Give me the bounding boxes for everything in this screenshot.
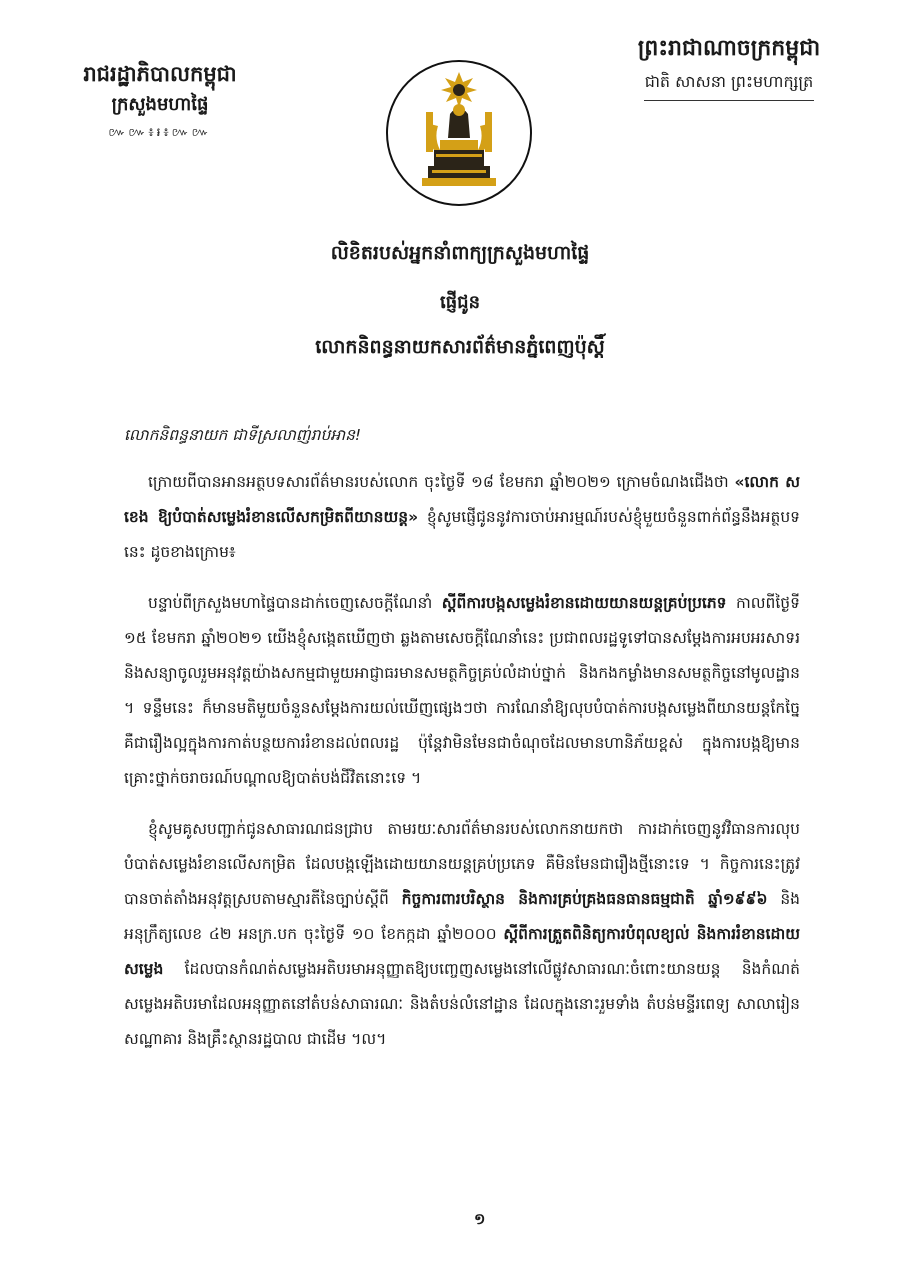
environment-law-title: កិច្ចការពារបរិស្ថាន និងការគ្រប់គ្រងធនធានធម្មជាតិ ឆ្នាំ១៩៩៦ (401, 890, 768, 908)
ministry-header (60, 58, 260, 142)
paragraph-1-text-a: ក្រោយពីបានអានអត្ថបទសារព័ត៌មានរបស់លោក ចុះថ្ងៃទី ១៨ ខែមករា ឆ្នាំ២០២១ ក្រោមចំណងជើងថា (148, 473, 735, 491)
ministry-name: ក្រសួងមហាផ្ទៃ (111, 94, 209, 115)
letter-title-send-to: ផ្ញើជូន (440, 292, 480, 313)
sub-decree-title: ស្តីពីការត្រួតពិនិត្យការបំពុលខ្យល់ និងការរំខានដោយសម្លេង (124, 925, 800, 978)
royal-emblem-seal (384, 58, 534, 208)
letter-recipient: លោកនិពន្ធនាយកសារព័ត៌មានភ្នំពេញប៉ុស្តិ៍ (315, 336, 605, 358)
kingdom-header (594, 32, 864, 101)
article-headline-quote: «លោក ស ខេង ឱ្យបំបាត់សម្លេងរំខានលើសកម្រិតពីយានយន្ត» (124, 473, 800, 526)
paragraph-1-text-c: ខ្ញុំសូមផ្ញើជូននូវការចាប់អារម្មណ៍របស់ខ្ញុំមួយចំនួនពាក់ព័ន្ធនឹងអត្ថបទនេះ ដូចខាងក្រោម៖ (124, 508, 800, 561)
paragraph-3-text-e: ដែលបានកំណត់សម្លេងអតិបរមាអនុញ្ញាតឱ្យបញ្ចេញសម្លេងនៅលើផ្លូវសាធារណៈចំពោះយានយន្ត និងកំណត់សម្លេងអតិបរមាដែលអនុញ្ញាតនៅតំបន់សាធារណៈ និងតំបន់លំនៅដ្ឋាន ដែលក្នុងនោះរួមទាំង តំបន់មន្ទីរពេទ្យ សាលារៀន សណ្ឋាគារ និងគ្រឹះស្ថានរដ្ឋបាល ជាដើម ។ល។ (124, 960, 800, 1048)
guideline-title: ស្តីពីការបង្កសម្លេងរំខានដោយយានយន្តគ្រប់ប្រភេទ (441, 594, 727, 612)
letter-title: លិខិតរបស់អ្នកនាំពាក្យក្រសួងមហាផ្ទៃ (330, 242, 590, 264)
government-name: រាជរដ្ឋាភិបាលកម្ពុជា (83, 62, 237, 86)
page-number: ១ (474, 1210, 486, 1228)
paragraph-2-text-c: កាលពីថ្ងៃទី ១៥ ខែមករា ឆ្នាំ២០២១ យើងខ្ញុំសង្កេតឃើញថា ឆ្លងតាមសេចក្តីណែនាំនេះ ប្រជាពលរដ្ឋទូទៅបានសម្តែងការអបអរសាទរ និងសន្យាចូលរួមអនុវត្តយ៉ាងសកម្មជាមួយអាជ្ញាធរមានសមត្ថកិច្ចគ្រប់លំដាប់ថ្នាក់ និងកងកម្លាំងមានសមត្ថកិច្ចនៅមូលដ្ឋាន ។ ទន្ទឹមនេះ ក៏មានមតិមួយចំនួនសម្តែងការយល់ឃើញផ្សេងៗថា ការណែនាំឱ្យលុបបំបាត់ការបង្កសម្លេងពីយានយន្តកែច្នៃ គឺជារឿងល្អក្នុងការកាត់បន្ថយការរំខានដល់ពលរដ្ឋ ប៉ុន្តែវាមិនមែនជាចំណុចដែលមានហានិភ័យខ្ពស់ ក្នុងការបង្កឱ្យមានគ្រោះថ្នាក់ចរាចរណ៍បណ្តាលឱ្យបាត់បង់ជីវិតនោះទេ ។ (124, 594, 800, 787)
kingdom-name: ព្រះរាជាណាចក្រកម្ពុជា (637, 36, 821, 61)
paragraph-3 (124, 812, 800, 1057)
paragraph-2 (124, 586, 800, 796)
salutation: លោកនិពន្ធនាយក ជាទីស្រលាញ់រាប់អាន! (124, 426, 362, 444)
letter-body (124, 418, 800, 1073)
paragraph-2-text-a: បន្ទាប់ពីក្រសួងមហាផ្ទៃបានដាក់ចេញសេចក្តីណែនាំ (148, 594, 442, 612)
paragraph-3-text-c: និងអនុក្រឹត្យលេខ ៤២ អនក្រ.បក ចុះថ្ងៃទី ១០ ខែកក្កដា ឆ្នាំ២០០០ (124, 890, 800, 943)
letter-title-block (120, 238, 800, 382)
paragraph-1 (124, 465, 800, 570)
national-motto: ជាតិ សាសនា ព្រះមហាក្សត្រ (644, 72, 814, 91)
paragraph-3-text-a: ខ្ញុំសូមគូសបញ្ជាក់ជូនសាធារណជនជ្រាប តាមរយៈសារព័ត៌មានរបស់លោកនាយកថា ការដាក់ចេញនូវវិធានការលុបបំបាត់សម្លេងរំខានលើសកម្រិត ដែលបង្កឡើងដោយយានយន្តគ្រប់ប្រភេទ គឺមិនមែនជារឿងថ្មីនោះទេ ។ កិច្ចការនេះត្រូវបានចាត់តាំងអនុវត្តស្របតាមស្មារតីនៃច្បាប់ស្តីពី (124, 820, 800, 908)
header-ornament: ៚៚៖៛៖៚៚ (108, 125, 212, 139)
motto-divider (644, 100, 814, 101)
